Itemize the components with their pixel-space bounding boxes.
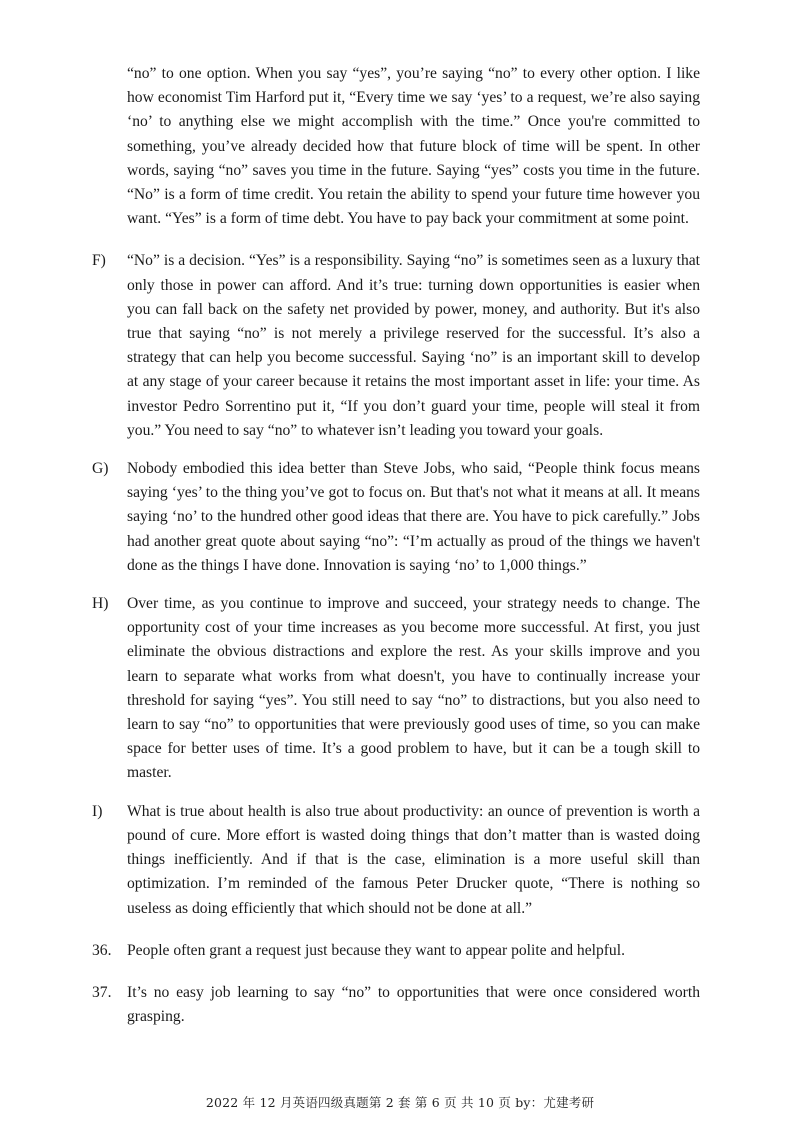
question-text: People often grant a request just because they want to appear polite and helpful.: [127, 941, 625, 959]
paragraph-e-continued: [92, 62, 700, 231]
paragraph-h: [92, 592, 700, 786]
paragraph-text: “No” is a decision. “Yes” is a responsibility. Saying “no” is sometimes seen as a luxury that only those in power can afford. And it’s true: turning down opportunities is easier when you can fall back on the safety net provided by power, money, and authority. But it's also true that saying “no” is not merely a privilege reserved for the successful. It’s also a strategy that can help you become successful. Saying ‘no” is an important skill to develop at any stage of your career because it retains the most important asset in life: your time. As investor Pedro Sorrentino put it, “If you don’t guard your time, people will steal it from you.” You need to say “no” to whatever isn’t leading you toward your goals.: [127, 252, 700, 439]
question-text: It’s no easy job learning to say “no” to opportunities that were once considered worth grasping.: [127, 983, 700, 1026]
question-number: 36.: [92, 941, 112, 959]
question-number: 37.: [92, 983, 112, 1001]
paragraph-f: [92, 249, 700, 443]
question-37: [92, 981, 700, 1029]
paragraph-text: Over time, as you continue to improve and succeed, your strategy needs to change. The opportunity cost of your time increases as you become more successful. At first, you just eliminate the obvious distractions and explore the rest. As your skills improve and you learn to separate what works from what doesn't, you have to continually increase your threshold for saying “yes”. You still need to say “no” to distractions, but you also need to learn to say “no” to opportunities that were previously good uses of time, so you can make space for better uses of time. It’s a good problem to have, but it can be a tough skill to master.: [127, 595, 700, 782]
reading-passage: [92, 62, 700, 1047]
paragraph-label: F): [92, 252, 106, 270]
paragraph-label: I): [92, 802, 103, 820]
page-footer: 2022 年 12 月英语四级真题第 2 套 第 6 页 共 10 页 by：尤建考研: [205, 1095, 595, 1110]
paragraph-label: G): [92, 460, 109, 478]
paragraph-text: What is true about health is also true about productivity: an ounce of prevention is worth a pound of cure. More effort is wasted doing things that don’t matter than is wasted doing things inefficiently. And if that is the case, elimination is a more useful skill than optimization. I’m reminded of the famous Peter Drucker quote, “There is nothing so useless as doing efficiently that which should not be done at all.”: [127, 802, 700, 917]
paragraph-label: H): [92, 595, 109, 613]
paragraph-text: “no” to one option. When you say “yes”, you’re saying “no” to every other option. I like how economist Tim Harford put it, “Every time we say ‘yes’ to a request, we’re also saying ‘no’ to anything else we might accomplish with the time.” Once you're committed to something, you’ve already decided how that future block of time will be spent. In other words, saying “no” saves you time in the future. Saying “yes” costs you time in the future. “No” is a form of time credit. You retain the ability to spend your future time however you want. “Yes” is a form of time debt. You have to pay back your commitment at some point.: [127, 65, 700, 228]
paragraph-i: [92, 800, 700, 921]
paragraph-text: Nobody embodied this idea better than Steve Jobs, who said, “People think focus means saying ‘yes’ to the thing you’ve got to focus on. But that's not what it means at all. It means saying ‘no’ to the hundred other good ideas that there are. You have to pick carefully.” Jobs had another great quote about saying “no”: “I’m actually as proud of the things we haven't done as the things I have done. Innovation is saying ‘no’ to 1,000 things.”: [127, 460, 700, 574]
paragraph-g: [92, 457, 700, 578]
question-36: [92, 939, 700, 963]
